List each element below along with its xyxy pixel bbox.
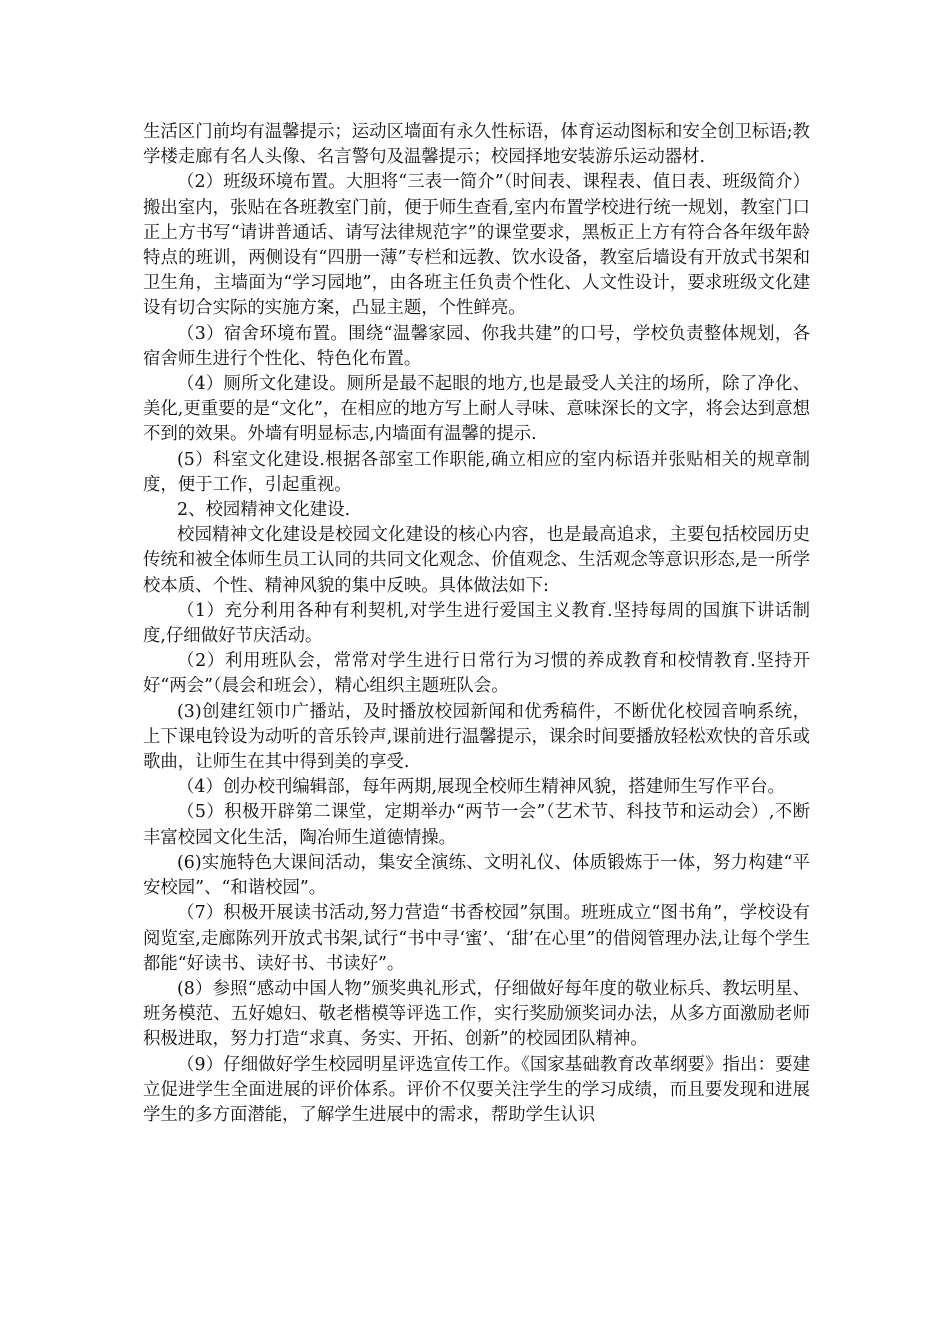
section-heading-2: 2、校园精神文化建设.	[177, 500, 351, 521]
paragraph-16: （9）仔细做好学生校园明星评选宣传工作。《国家基础教育改革纲要》指出：要建立促进学生全面进展的评价体系。评价不仅要关注学生的学习成绩，而且要发现和进展学生的多方面潜能，了解学生进展中的需求，帮助学生认识	[143, 1054, 810, 1125]
paragraph-13: (6)实施特色大课间活动，集安全演练、文明礼仪、体质锻炼于一体，努力构建“平安校园”、“和谐校园”。	[143, 852, 810, 899]
paragraph-9: （2）利用班队会，常常对学生进行日常行为习惯的养成教育和校情教育.坚持开好“两会”（晨会和班会），精心组织主题班队会。	[143, 651, 810, 697]
paragraph-8: （1）充分利用各种有利契机,对学生进行爱国主义教育.坚持每周的国旗下讲话制度,仔细做好节庆活动。	[143, 600, 810, 647]
paragraph-15: (8）参照“感动中国人物”颁奖典礼形式，仔细做好每年度的敬业标兵、教坛明星、班务模范、五好媳妇、敬老楷模等评选工作，实行奖励颁奖词办法，从多方面激励老师积极进取，努力打造“求真、务实、开拓、创新”的校园团队精神。	[143, 978, 810, 1050]
paragraph-3: （3）宿舍环境布置。围绕“温馨家园、你我共建”的口号，学校负责整体规划，各宿舍师生进行个性化、特色化布置。	[143, 323, 810, 369]
paragraph-2: （2）班级环境布置。大胆将“三表一简介”（时间表、课程表、值日表、班级简介）搬出室内，张贴在各班教室门前，便于师生查看,室内布置学校进行统一规划，教室门口正上方书写“请讲普通话、请写法律规范字”的课堂要求，黑板正上方有符合各年级年龄特点的班训，两侧设有“四册一薄”专栏和远教、饮水设备，教室后墙设有开放式书架和卫生角，主墙面为“学习园地”，由各班主任负责个性化、人文性设计，要求班级文化建设有切合实际的实施方案，凸显主题，个性鲜亮。	[143, 172, 810, 319]
paragraph-4: （4）厕所文化建设。厕所是最不起眼的地方,也是最受人关注的场所，除了净化、美化,更重要的是“文化”，在相应的地方写上耐人寻味、意味深长的文字，将会达到意想不到的效果。外墙有明显标志,内墙面有温馨的提示.	[143, 374, 810, 445]
paragraph-1: 生活区门前均有温馨提示；运动区墙面有永久性标语，体育运动图标和安全创卫标语;教学楼走廊有名人头像、名言警句及温馨提示；校园择地安装游乐运动器材.	[143, 122, 810, 168]
document-body	[143, 120, 810, 1128]
paragraph-12: （5）积极开辟第二课堂，定期举办“两节一会”（艺术节、科技节和运动会）,不断丰富校园文化生活，陶冶师生道德情操。	[143, 802, 810, 848]
paragraph-11: （4）创办校刊编辑部，每年两期,展现全校师生精神风貌，搭建师生写作平台。	[177, 777, 785, 798]
paragraph-7: 校园精神文化建设是校园文化建设的核心内容，也是最高追求，主要包括校园历史传统和被全体师生员工认同的共同文化观念、价值观念、生活观念等意识形态,是一所学校本质、个性、精神风貌的集中反映。具体做法如下:	[143, 525, 810, 596]
paragraph-14: （7）积极开展读书活动,努力营造“书香校园”氛围。班班成立“图书角”，学校设有阅览室,走廊陈列开放式书架,试行“书中寻‘蜜’、‘甜’在心里”的借阅管理办法,让每个学生都能“好读书、读好书、书读好”。	[143, 903, 810, 974]
paragraph-5: (5）科室文化建设.根据各部室工作职能,确立相应的室内标语并张贴相关的规章制度，便于工作，引起重视。	[143, 449, 810, 495]
paragraph-10: (3)创建红领巾广播站，及时播放校园新闻和优秀稿件，不断优化校园音响系统，上下课电铃设为动听的音乐铃声,课前进行温馨提示，课余时间要播放轻松欢快的音乐或歌曲，让师生在其中得到美的享受.	[143, 701, 810, 773]
